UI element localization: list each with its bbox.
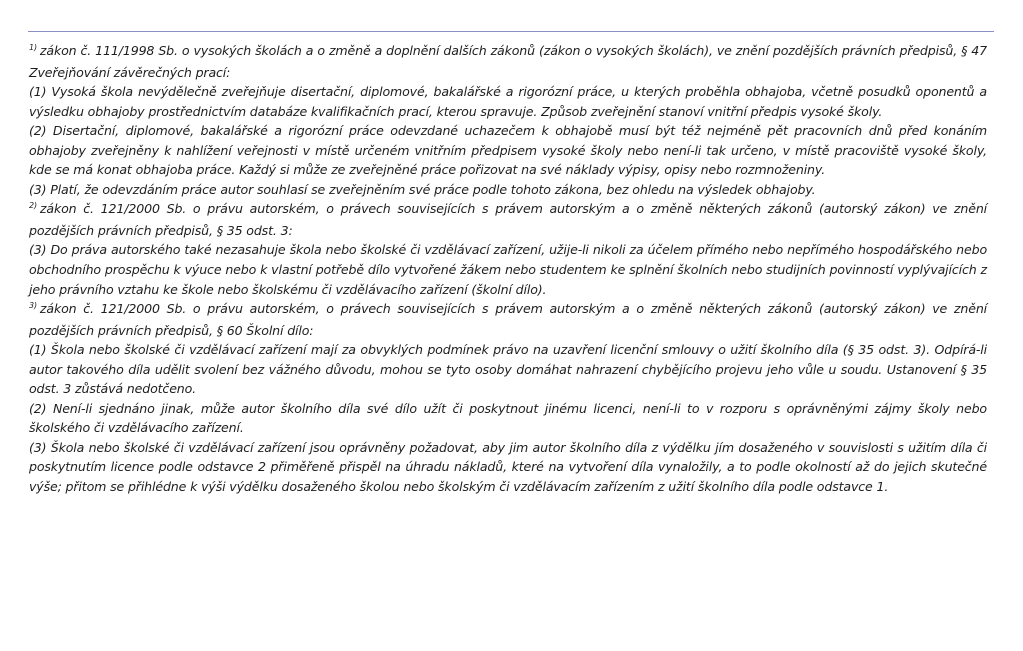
footnote-3-heading-text: zákon č. 121/2000 Sb. o právu autorském, o právech souvisejících s právem autorským a o změně některých zákonů (autorský zákon) ve znění pozdějších právních předpisů, § 60 Školní dílo: [29,301,987,338]
footnote-3-heading [29,299,987,340]
footnote-2-number: 2) [29,201,37,211]
footnote-3-number: 3) [29,301,37,311]
footnote-3-paragraph-2: (2) Není-li sjednáno jinak, může autor školního díla své dílo užít či poskytnout jinému licenci, není-li to v rozporu s oprávněnými zájmy školy nebo školského či vzdělávacího zařízení. [29,400,987,436]
footnote-2-heading-text: zákon č. 121/2000 Sb. o právu autorském, o právech souvisejících s právem autorským a o změně některých zákonů (autorský zákon) ve znění pozdějších právních předpisů, § 35 odst. 3: [29,201,987,238]
footnote-2-heading [29,199,987,240]
footnote-1-heading [29,41,987,82]
footnote-1-paragraph-3: (3) Platí, že odevzdáním práce autor souhlasí se zveřejněním své práce podle tohoto zákona, bez ohledu na výsledek obhajoby. [29,181,816,197]
footnote-1-paragraph-2: (2) Disertační, diplomové, bakalářské a rigorózní práce odevzdané uchazečem k obhajobě musí být též nejméně pět pracovních dnů před konáním obhajoby zveřejněny k nahlížení veřejnosti v místě určeném vnitřním předpisem vysoké školy nebo není-li tak určeno, v místě pracoviště vysoké školy, kde se má konat obhajoba práce. Každý si může ze zveřejněné práce pořizovat na své náklady výpisy, opisy nebo rozmnoženiny. [29,123,987,178]
footnote-separator-line [28,31,994,32]
footnote-1-paragraph-1: (1) Vysoká škola nevýdělečně zveřejňuje disertační, diplomové, bakalářské a rigorózní práce, u kterých proběhla obhajoba, včetně posudků oponentů a výsledku obhajoby prostřednictvím databáze kvalifikačních prací, kterou spravuje. Způsob zveřejnění stanoví vnitřní předpis vysoké školy. [29,84,987,119]
footnotes-block [29,41,987,497]
footnote-1-heading-text: zákon č. 111/1998 Sb. o vysokých školách a o změně a doplnění dalších zákonů (zákon o vysokých školách), ve znění pozdějších právních předpisů, § 47 Zveřejňování závěrečných prací: [29,43,987,80]
footnote-3-paragraph-3: (3) Škola nebo školské či vzdělávací zařízení jsou oprávněny požadovat, aby jim autor školního díla z výdělku jím dosaženého v souvislosti s užitím díla či poskytnutím licence podle odstavce 2 přiměřeně přispěl na úhradu nákladů, které na vytvoření díla vynaložily, a to podle okolností až do jejich skutečné výše; přitom se přihlédne k výši výdělku dosaženého školou nebo školským či vzdělávacím zařízením z užití školního díla podle odstavce 1. [29,439,987,495]
footnote-1-number: 1) [29,43,37,52]
footnote-3-paragraph-1: (1) Škola nebo školské či vzdělávací zařízení mají za obvyklých podmínek právo na uzavření licenční smlouvy o užití školního díla (§ 35 odst. 3). Odpírá-li autor takového díla udělit svolení bez vážného důvodu, mohou se tyto osoby domáhat nahrazení chybějícího projevu jeho vůle u soudu. Ustanovení § 35 odst. 3 zůstává nedotčeno. [29,342,987,397]
footnote-2-paragraph-1: (3) Do práva autorského také nezasahuje škola nebo školské či vzdělávací zařízení, užije-li nikoli za účelem přímého nebo nepřímého hospodářského nebo obchodního prospěchu k výuce nebo k vlastní potřebě dílo vytvořené žákem nebo studentem ke splnění školních nebo studijních povinností vyplývajících z jeho právního vztahu ke škole nebo školskému či vzdělávacího zařízení (školní dílo). [29,242,987,297]
